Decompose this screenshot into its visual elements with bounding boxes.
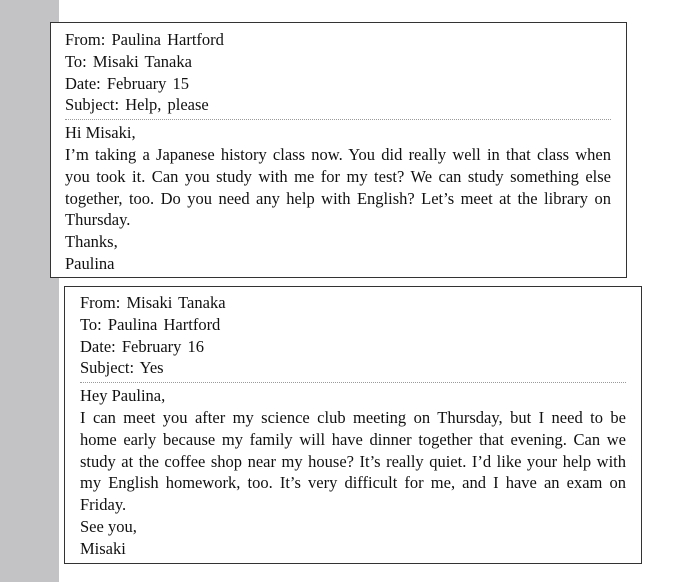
date-line: Date: February 15 [65,73,190,93]
email-header [65,29,611,116]
from-line: From: Paulina Hartford [65,30,224,49]
subject-line: Subject: Yes [80,358,164,378]
date-line: Date: February 16 [80,336,205,356]
subject-line: Subject: Help, please [65,95,209,115]
closing: See you, [80,516,137,536]
email-body [65,122,611,275]
message-paragraph: I can meet you after my science club meeting on Thursday, but I need to be home early because my family will have dinner together that evening. Can we study at the coffee shop near my house? It’s really quiet. I’d like your help with my English homework, too. It’s very difficult for me, and I have an exam on Friday. [80,407,626,515]
greeting: Hey Paulina, [80,386,166,406]
email-header [80,292,626,379]
email-misaki-to-paulina [64,286,642,564]
header-divider [65,119,611,120]
to-line: To: Misaki Tanaka [65,51,192,71]
closing: Thanks, [65,232,118,252]
signature: Paulina [65,253,115,273]
message-paragraph: I’m taking a Japanese history class now. You did really well in that class when you took it. Can you study with me for my test? We can study something else together, too. Do you need any help with English? Let’s meet at the library on Thursday. [65,144,611,230]
from-line: From: Misaki Tanaka [80,293,226,312]
email-body [80,385,626,559]
email-paulina-to-misaki [50,22,627,278]
greeting: Hi Misaki, [65,123,136,143]
to-line: To: Paulina Hartford [80,314,221,334]
signature: Misaki [80,538,126,558]
header-divider [80,382,626,383]
